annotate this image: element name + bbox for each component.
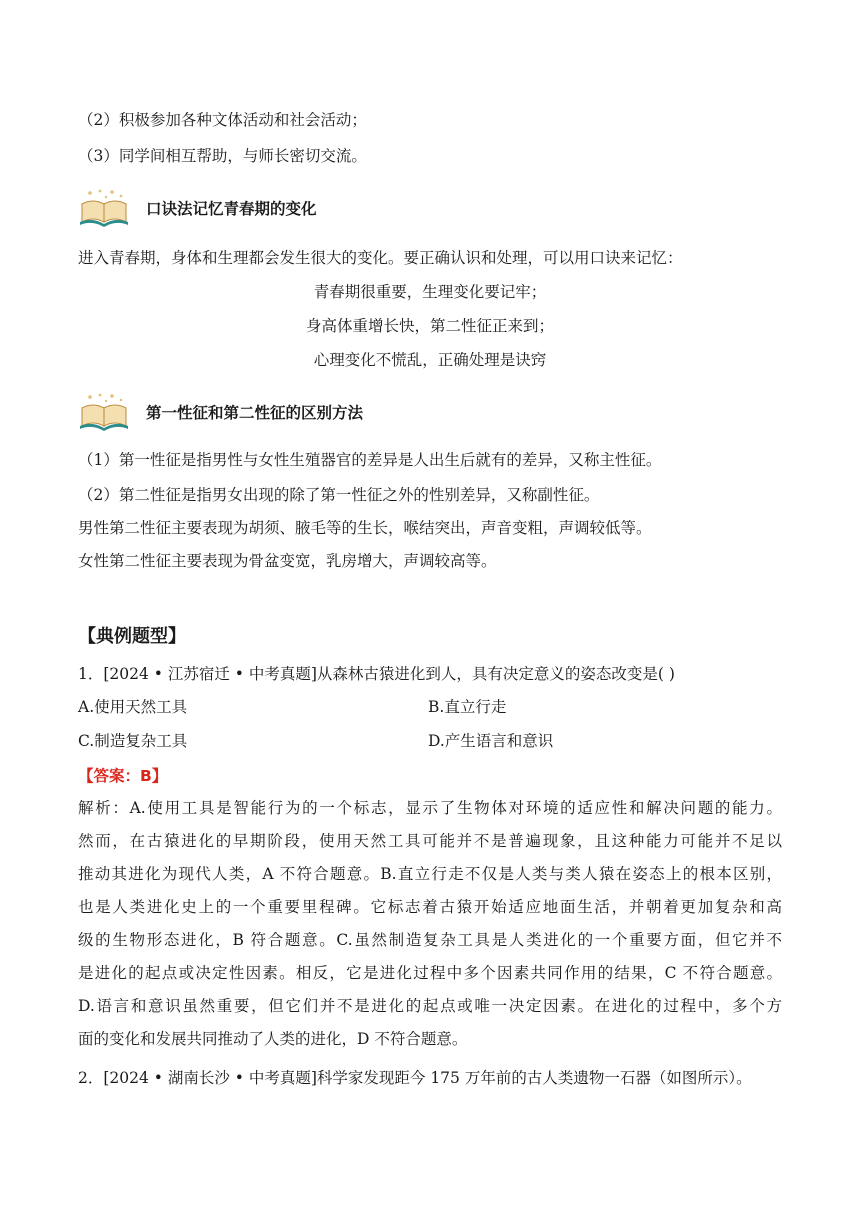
option-b: B.直立行走 [428, 698, 507, 716]
section-title: 口诀法记忆青春期的变化 [146, 200, 317, 218]
analysis-line: 是进化的起点或决定性因素。相反，它是进化过程中多个因素共同作用的结果，C 不符合题意。 [78, 964, 782, 982]
section-title: 第一性征和第二性征的区别方法 [146, 404, 364, 422]
open-book-icon [78, 188, 130, 228]
option-c: C.制造复杂工具 [78, 732, 188, 750]
verse-line-1: 青春期很重要，生理变化要记牢； [313, 283, 547, 301]
intro-item-2: （2）积极参加各种文体活动和社会活动； [78, 111, 367, 129]
analysis-line: 推动其进化为现代人类，A 不符合题意。B.直立行走不仅是人类与类人猿在姿态上的根本区别， [78, 865, 782, 883]
open-book-icon [78, 392, 130, 432]
analysis-line: 解析：A.使用工具是智能行为的一个标志，显示了生物体对环境的适应性和解决问题的能力。 [78, 799, 782, 817]
option-d: D.产生语言和意识 [428, 732, 554, 750]
option-a: A.使用天然工具 [78, 698, 188, 716]
analysis-line: 也是人类进化史上的一个重要里程碑。它标志着古猿开始适应地面生活，并朝着更加复杂和高 [78, 898, 782, 916]
trait-line-2: （2）第二性征是指男女出现的除了第一性征之外的性别差异，又称副性征。 [78, 486, 600, 504]
verse-line-2: 身高体重增长快，第二性征正来到； [305, 317, 554, 335]
analysis-line: 面的变化和发展共同推动了人类的进化，D 不符合题意。 [78, 1030, 468, 1048]
section-heading-sex-traits [78, 392, 363, 432]
analysis-paragraph [78, 792, 782, 1056]
intro-item-3: （3）同学间相互帮助，与师长密切交流。 [78, 147, 367, 165]
trait-line-4: 女性第二性征主要表现为骨盆变宽，乳房增大，声调较高等。 [78, 552, 497, 570]
trait-line-1: （1）第一性征是指男性与女性生殖器官的差异是人出生后就有的差异，又称主性征。 [78, 451, 662, 469]
verse-line-3: 心理变化不慌乱，正确处理是诀窍 [313, 351, 547, 369]
trait-line-3: 男性第二性征主要表现为胡须、腋毛等的生长，喉结突出，声音变粗，声调较低等。 [78, 519, 652, 537]
analysis-line: 级的生物形态进化，B 符合题意。C.虽然制造复杂工具是人类进化的一个重要方面，但它并不 [78, 931, 782, 949]
analysis-line: 然而，在古猿进化的早期阶段，使用天然工具可能并不是普遍现象，且这种能力可能并不足以 [78, 832, 782, 850]
question-2-stem: 2．[2024 • 湖南长沙 • 中考真题]科学家发现距今 175 万年前的古人类遗物一石器（如图所示）。 [78, 1069, 752, 1087]
answer-label: 【答案：B】 [78, 767, 168, 785]
section-heading-mnemonic [78, 188, 317, 228]
section-intro: 进入青春期，身体和生理都会发生很大的变化。要正确认识和处理，可以用口诀来记忆： [78, 249, 683, 267]
analysis-line: D.语言和意识虽然重要，但它们并不是进化的起点或唯一决定因素。在进化的过程中，多个方 [78, 997, 782, 1015]
question-1-stem: 1．[2024 • 江苏宿迁 • 中考真题]从森林古猿进化到人，具有决定意义的姿态改变是( ) [78, 665, 675, 683]
examples-heading: 【典例题型】 [78, 626, 186, 647]
